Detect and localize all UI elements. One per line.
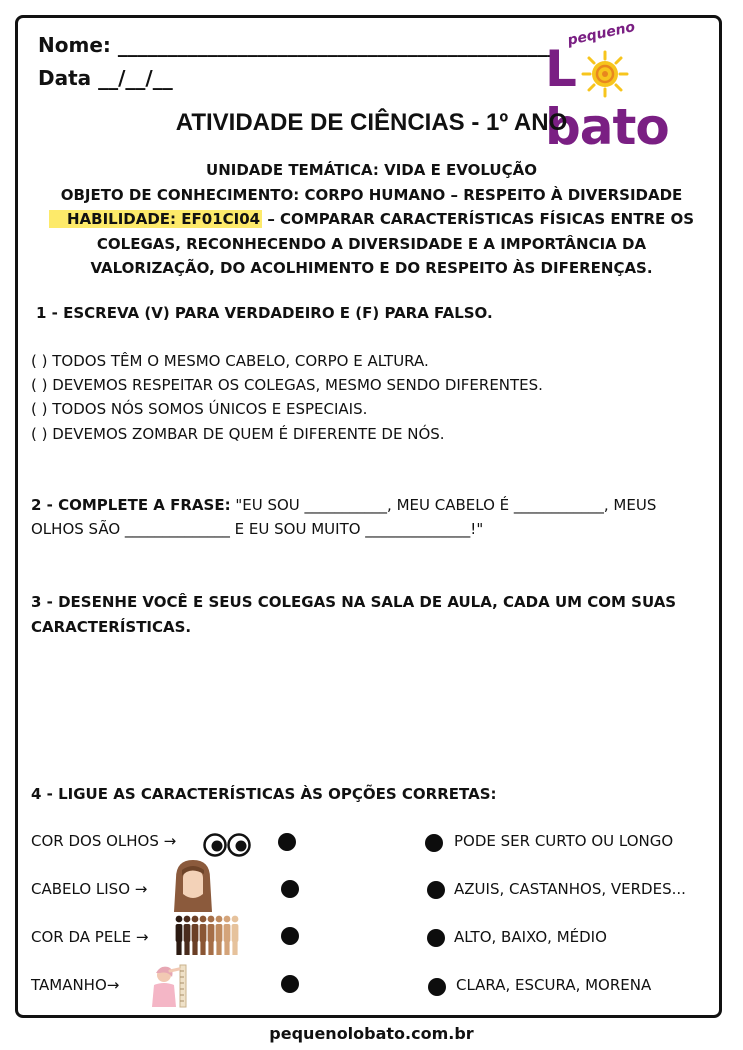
skin-tone-body xyxy=(192,924,199,942)
skin-tone-body xyxy=(184,924,191,942)
skin-tone-body xyxy=(224,924,231,942)
q2-line-1 xyxy=(31,496,656,514)
skin-tone-body xyxy=(208,924,215,942)
skin-tone-head xyxy=(192,916,199,923)
q1-item: ( ) TODOS TÊM O MESMO CABELO, CORPO E ALTURA. xyxy=(31,352,429,370)
habilidade-description: – COMPARAR CARACTERÍSTICAS FÍSICAS ENTRE OS COLEGAS, RECONHECENDO A DIVERSIDADE E A IMPORTÂNCIA DA VALORIZAÇÃO, DO ACOLHIMENTO E DO RESPEITO ÀS DIFERENÇAS. xyxy=(90,210,695,277)
logo-small-text: pequeno xyxy=(566,19,637,49)
q4-right-item: AZUIS, CASTANHOS, VERDES... xyxy=(454,880,686,898)
skin-tone-head xyxy=(232,916,239,923)
match-dot-left[interactable] xyxy=(281,975,299,993)
match-dot-left[interactable] xyxy=(278,833,296,851)
objeto-conhecimento: OBJETO DE CONHECIMENTO: CORPO HUMANO – RESPEITO À DIVERSIDADE xyxy=(60,185,683,204)
q4-right-item: CLARA, ESCURA, MORENA xyxy=(456,976,652,994)
data-field: Data __/__/__ xyxy=(38,66,173,90)
skin-tones-icon xyxy=(175,913,243,957)
skin-tone-head xyxy=(176,916,183,923)
straight-hair-icon xyxy=(170,858,216,914)
skin-tone-body xyxy=(232,924,239,942)
match-dot-right[interactable] xyxy=(427,929,445,947)
skin-tone-head xyxy=(200,916,207,923)
skin-tone-legs xyxy=(184,941,189,955)
q3-title-line2: CARACTERÍSTICAS. xyxy=(31,618,192,636)
habilidade-text xyxy=(20,207,723,281)
match-dot-left[interactable] xyxy=(281,927,299,945)
q1-title: 1 - ESCREVA (V) PARA VERDADEIRO E (F) PARA FALSO. xyxy=(36,304,493,322)
skin-tone-legs xyxy=(200,941,205,955)
pequeno-lobato-logo xyxy=(545,19,717,156)
skin-tone-head xyxy=(184,916,191,923)
skin-tone-legs xyxy=(192,941,197,955)
intro-block xyxy=(20,158,723,281)
q4-title: 4 - LIGUE AS CARACTERÍSTICAS ÀS OPÇÕES CORRETAS: xyxy=(31,785,497,803)
q4-left-item: COR DA PELE → xyxy=(31,928,149,946)
page-title: ATIVIDADE DE CIÊNCIAS - 1º ANO xyxy=(175,109,568,136)
match-dot-left[interactable] xyxy=(281,880,299,898)
skin-tone-body xyxy=(200,924,207,942)
q1-item: ( ) DEVEMOS ZOMBAR DE QUEM É DIFERENTE DE NÓS. xyxy=(31,425,445,443)
skin-tone-legs xyxy=(216,941,221,955)
sun-icon xyxy=(581,50,629,98)
skin-tone-body xyxy=(216,924,223,942)
q1-item: ( ) TODOS NÓS SOMOS ÚNICOS E ESPECIAIS. xyxy=(31,400,368,418)
eyes-icon xyxy=(203,831,251,859)
match-dot-right[interactable] xyxy=(425,834,443,852)
q2-line-2: OLHOS SÃO ______________ E EU SOU MUITO ______________!" xyxy=(31,520,484,538)
skin-tone-legs xyxy=(232,941,237,955)
skin-tone-head xyxy=(216,916,223,923)
skin-tone-legs xyxy=(224,941,229,955)
q4-right-item: ALTO, BAIXO, MÉDIO xyxy=(454,928,607,946)
q4-left-item: TAMANHO→ xyxy=(31,976,120,994)
footer-url: pequenolobato.com.br xyxy=(269,1024,474,1043)
unidade-tematica: UNIDADE TEMÁTICA: VIDA E EVOLUÇÃO xyxy=(206,161,537,179)
match-dot-right[interactable] xyxy=(428,978,446,996)
q4-left-item: COR DOS OLHOS → xyxy=(31,832,177,850)
skin-tone-head xyxy=(224,916,231,923)
habilidade-highlight: HABILIDADE: EF01CI04 xyxy=(49,210,262,228)
q3-title-line1: 3 - DESENHE VOCÊ E SEUS COLEGAS NA SALA DE AULA, CADA UM COM SUAS xyxy=(31,593,677,611)
q2-title: 2 - COMPLETE A FRASE: xyxy=(31,496,231,514)
q2-sentence-start: "EU SOU ___________, MEU CABELO É ____________, MEUS xyxy=(230,496,657,514)
q4-right-item: PODE SER CURTO OU LONGO xyxy=(454,832,674,850)
q1-item: ( ) DEVEMOS RESPEITAR OS COLEGAS, MESMO SENDO DIFERENTES. xyxy=(31,376,543,394)
match-dot-right[interactable] xyxy=(427,881,445,899)
skin-tone-head xyxy=(208,916,215,923)
skin-tone-legs xyxy=(176,941,181,955)
nome-field: Nome: ____________________________________________ xyxy=(38,33,558,57)
skin-tone-body xyxy=(176,924,183,942)
logo-main-text: Lbato xyxy=(545,40,669,156)
q4-left-item: CABELO LISO → xyxy=(31,880,148,898)
skin-tone-legs xyxy=(208,941,213,955)
height-measure-icon xyxy=(146,963,198,1009)
